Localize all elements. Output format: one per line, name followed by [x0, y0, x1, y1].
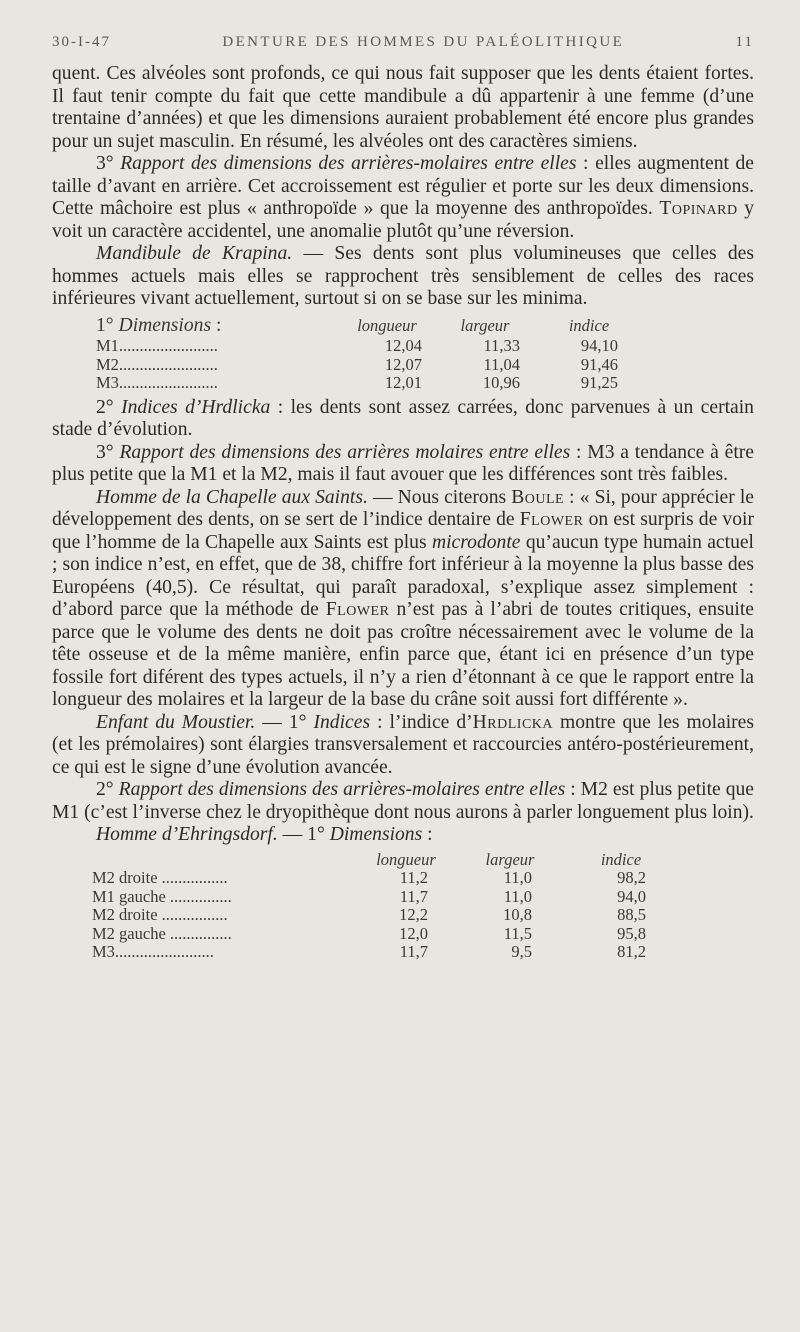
section-heading: Rapport des dimensions des arrières molaires entre elles	[119, 441, 571, 463]
running-header	[52, 34, 754, 51]
author-name: Flower	[519, 509, 584, 530]
paragraph-moustier: Enfant du Moustier. — 1° Indices : l’indice d’Hrdlicka montre que les molaires (et les prémolaires) sont élargies transversalement et raccourcies antéro-postérieurement, ce qui est le signe d’une évolution avancée.	[52, 711, 754, 778]
col-largeur: largeur	[485, 849, 535, 869]
col-longueur: longueur	[376, 849, 436, 869]
section-heading: Indices d’Hrdlicka	[121, 396, 271, 418]
table-row: M2 droite ................ 12,2 10,8 88,5	[92, 905, 646, 924]
table-row: M1 gauche ............... 11,7 11,0 94,0	[92, 886, 646, 906]
col-largeur: largeur	[460, 315, 510, 335]
section-heading: Rapport des dimensions des arrières-molaires entre elles	[120, 153, 577, 174]
table-row: M2 gauche ............... 12,0 11,5 95,8	[92, 923, 646, 943]
paragraph-chapelle: Homme de la Chapelle aux Saints. — Nous citerons Boule : « Si, pour apprécier le développement des dents, on se sert de l’indice dentaire de Flower on est surpris de voir que l’homme de la Chapelle aux Saints est plus microdonte qu’aucun type humain actuel ; son indice n’est, en effet, que de 38, chiffre fort inférieur à la moyenne la plus basse des Européens (40,5). Ce résultat, qui paraît paradoxal, s’explique assez simplement : d’abord parce que la méthode de Flower n’est pas à l’abri de toutes critiques, ensuite parce que le volume des dents ne doit pas croître nécessairement avec le volume de la tête osseuse et de la même manière, enfin parce que, étant ici en présence d’un type fossile fort diférent des types actuels, il n’y a rien d’étonnant à ce que le rapport entre la longueur des molaires et la largeur de la base du crâne soit aussi fort différente ».	[52, 486, 755, 710]
paragraph-indices-hrdlicka: 2° Indices d’Hrdlicka : les dents sont assez carrées, donc parvenues à un certain stade d’évolution.	[52, 396, 754, 440]
table-title: 1° Dimensions :	[96, 314, 222, 336]
table-row: M2........................ 12,07 11,04 91,46	[96, 354, 618, 374]
author-name: Hrdlicka	[472, 711, 554, 733]
author-name: Boule	[511, 486, 565, 508]
header-date: 30-I-47	[52, 34, 111, 50]
paragraph-rapport-3: 2° Rapport des dimensions des arrières-molaires entre elles : M2 est plus petite que M1 (c’est l’inverse chez le dryopithèque dont nous aurons à parler longuement plus loin).	[52, 779, 754, 823]
col-indice: indice	[568, 315, 610, 335]
ehringsdorf-dimensions-table	[92, 851, 680, 962]
table-row: M2 droite ................ 11,2 11,0 98,2	[92, 868, 646, 887]
table-row: M3........................ 11,7 9,5 81,2	[92, 942, 646, 961]
krapina-dimensions-table	[96, 315, 644, 393]
section-heading: Rapport des dimensions des arrières-molaires entre elles	[118, 779, 566, 800]
author-name: Topinard	[659, 198, 738, 219]
paragraph-alveoles: quent. Ces alvéoles sont profonds, ce qui nous fait supposer que les dents étaient fortes. Il faut tenir compte du fait que cette mandibule a dû appartenir à une femme (d’une trentaine d’années) et que les dimensions auraient probablement été encore plus grandes pour un sujet masculin. En résumé, les alvéoles ont des caractères simiens.	[52, 63, 754, 152]
author-name: Flower	[325, 599, 390, 620]
table-header-row	[92, 851, 680, 870]
section-heading: Homme d’Ehringsdorf.	[96, 824, 278, 845]
section-heading: Homme de la Chapelle aux Saints.	[96, 486, 368, 508]
term: microdonte	[431, 531, 521, 553]
section-heading: Enfant du Moustier.	[96, 711, 256, 733]
table-header-row	[96, 315, 644, 338]
paragraph-rapport-2: 3° Rapport des dimensions des arrières molaires entre elles : M3 a tendance à être plus petite que la M1 et la M2, mais il faut avouer que les différences sont très faibles.	[52, 441, 755, 485]
header-title: DENTURE DES HOMMES DU PALÉOLITHIQUE	[222, 34, 625, 50]
paragraph-ehringsdorf: Homme d’Ehringsdorf. — 1° Dimensions :	[96, 824, 433, 845]
paragraph-krapina: Mandibule de Krapina. — Ses dents sont plus volumineuses que celles des hommes actuels mais elles se rapprochent très sensiblement de celles des races inférieures vivant actuellement, surtout si on se base sur les minima.	[52, 243, 755, 309]
section-heading: Mandibule de Krapina.	[96, 243, 293, 264]
col-longueur: longueur	[357, 315, 417, 335]
page-number: 11	[735, 34, 754, 50]
paragraph-rapport-1: 3° Rapport des dimensions des arrières-molaires entre elles : elles augmentent de taille d’avant en arrière. Cet accroissement est régulier et porte sur les deux dimensions. Cette mâchoire est plus « anthropoïde » que la moyenne des anthropoïdes. Topinard y voit un caractère accidentel, une anomalie plutôt qu’une réversion.	[52, 153, 755, 242]
table-row: M3........................ 12,01 10,96 91,25	[96, 373, 618, 392]
col-indice: indice	[600, 849, 642, 869]
table-row: M1........................ 12,04 11,33 94,10	[96, 336, 618, 355]
